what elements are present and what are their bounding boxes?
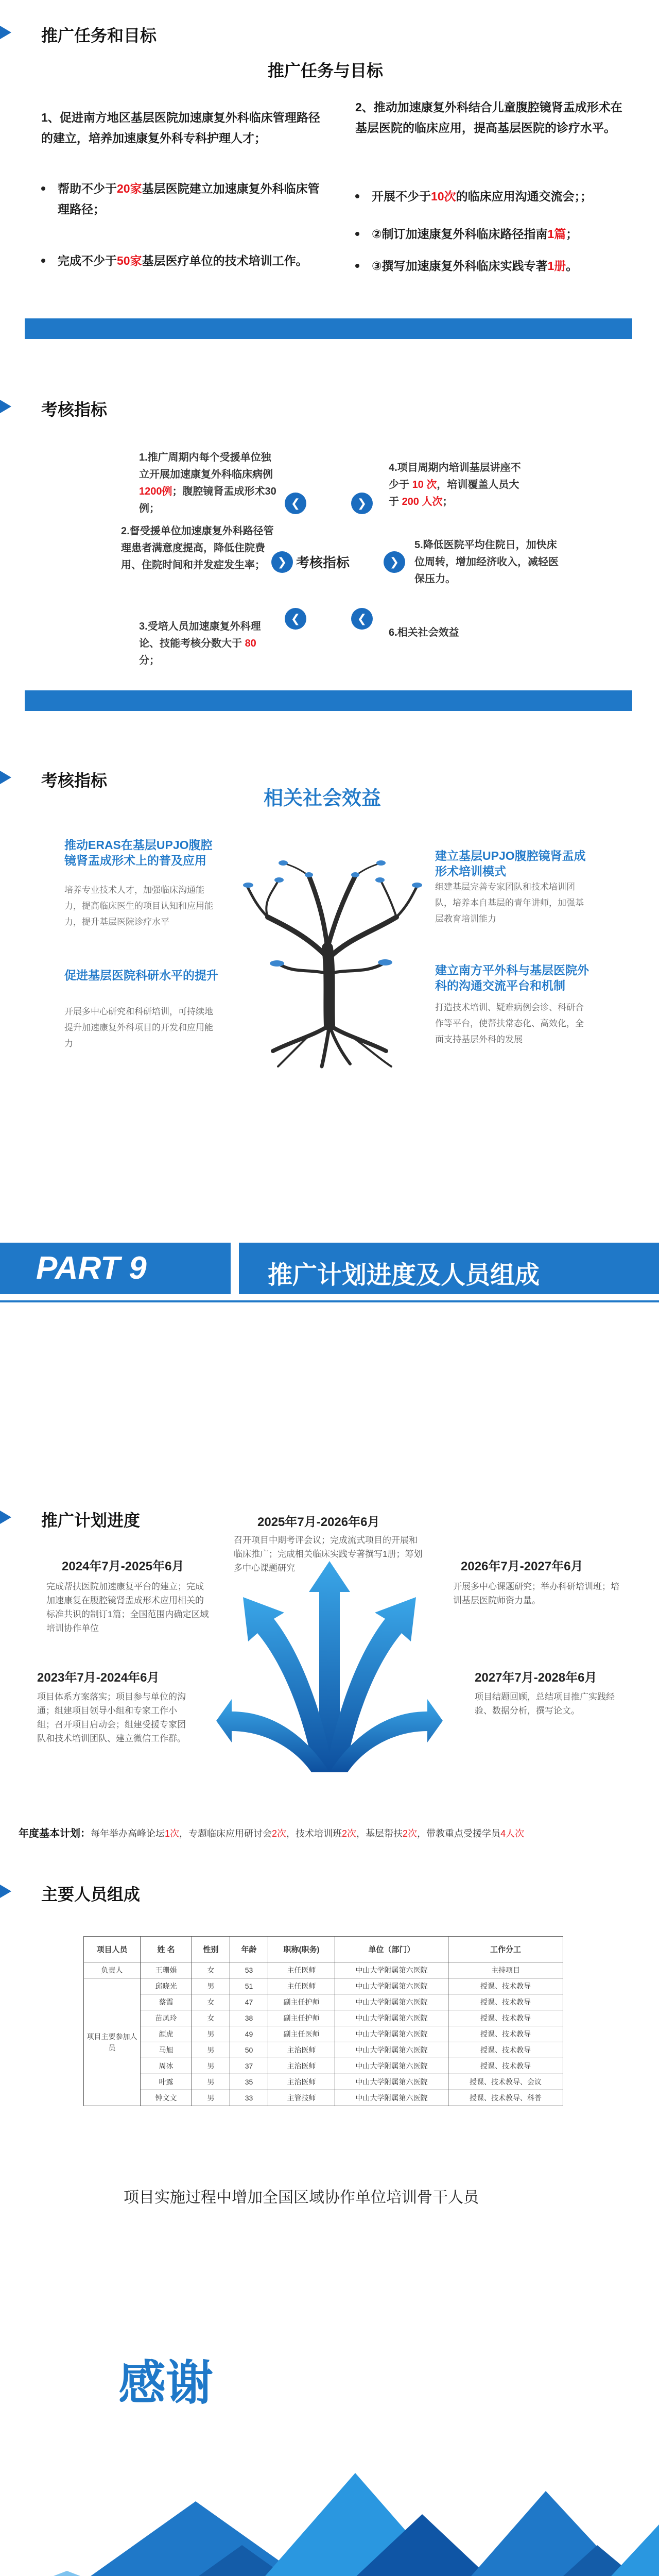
benefit-right-2-body: 打造技术培训、疑难病例会诊、科研合作等平台，使帮扶常态化、高效化，全面支持基层外科的发展 [435, 1003, 584, 1044]
section-title: 推广任务与目标 [268, 61, 384, 80]
indicator-4: 4.项目周期内培训基层讲座不少于 10 次，培训覆盖人员大于 200 人次； [389, 462, 521, 507]
goal-left-paragraph: 1、促进南方地区基层医院加速康复外科临床管理路径的建立，培养加速康复外科专科护理人才； [41, 111, 320, 145]
indicator-2: 2.督受援单位加速康复外科路径管理患者满意度提高，降低住院费用、住院时间和并发症发生率； [121, 526, 274, 571]
section-chevron-icon [0, 1885, 11, 1898]
column-header: 工作分工 [448, 1937, 563, 1962]
benefit-left-1-body: 培养专业技术人才，加强临床沟通能力，提高临床医生的项目认知和应用能力，提升基层医院诊疗水平 [64, 885, 213, 927]
section-heading: 考核指标 [41, 771, 108, 790]
goal-left-item-1: 帮助不少于20家基层医院建立加速康复外科临床管理路径； [58, 182, 320, 216]
indicator-3: 3.受培人员加速康复外科理论、技能考核分数大于 80 分； [139, 621, 261, 666]
section-heading: 考核指标 [41, 400, 108, 419]
phase-1-heading: 2023年7月-2024年6月 [37, 1671, 160, 1685]
benefit-left-2-body: 开展多中心研究和科研培训，可持续地提升加速康复外科项目的开发和应用能力 [64, 1007, 213, 1048]
goal-right-item-3: ③撰写加速康复外科临床实践专著1册。 [372, 259, 578, 273]
section-chevron-icon [0, 1511, 11, 1524]
table-row: 钟文文 男 33 主管技师 中山大学附属第六医院 授课、技术教导、科普 [84, 2090, 563, 2106]
benefit-right-1-body: 组建基层完善专家团队和技术培训团队，培养本自基层的青年讲师，加强基层教育培训能力 [435, 882, 584, 924]
staff-note: 项目实施过程中增加全国区域协作单位培训骨干人员 [124, 2189, 479, 2206]
table-row: 马旭 男 50 主治医师 中山大学附属第六医院 授课、技术教导 [84, 2042, 563, 2058]
section-heading: 推广任务和目标 [41, 26, 157, 45]
phase-3-heading: 2025年7月-2026年6月 [257, 1515, 380, 1529]
staff-table [83, 1936, 563, 2106]
growth-arrows-illustration [216, 1561, 443, 1777]
arrow-icon: ❮ [285, 608, 306, 630]
table-row: 蔡霞 女 47 副主任护师 中山大学附属第六医院 授课、技术教导 [84, 1994, 563, 2010]
table-row: 项目主要参加人员 邱晓光 男 51 主任医师 中山大学附属第六医院 授课、技术教导 [84, 1978, 563, 1994]
arrow-icon: ❮ [351, 608, 373, 630]
goal-left-item-2: 完成不少于50家基层医疗单位的技术培训工作。 [58, 254, 308, 267]
part-label: PART 9 [36, 1250, 147, 1286]
section-chevron-icon [0, 400, 11, 413]
phase-3-body: 召开项目中期考评会议；完成流式项目的开展和临床推广；完成相关临床实践专著撰写1册；筹划多中心课题研究 [234, 1535, 423, 1573]
goal-right-paragraph: 2、推动加速康复外科结合儿童腹腔镜肾盂成形术在基层医院的临床应用，提高基层医院的诊疗水平。 [355, 100, 622, 134]
bullet-dot [41, 259, 45, 263]
benefit-right-2-title: 建立南方平外科与基层医院外科的沟通交流平台和机制 [435, 963, 589, 992]
role-cell: 负责人 [84, 1962, 141, 1978]
divider-bar [25, 318, 632, 339]
phase-4-heading: 2026年7月-2027年6月 [461, 1560, 583, 1573]
arrow-icon: ❯ [384, 551, 405, 573]
bullet-dot [355, 264, 359, 268]
indicator-1: 1.推广周期内每个受援单位独立开展加速康复外科临床病例1200例；腹腔镜肾盂成形术30例； [139, 452, 276, 514]
goal-right-item-1: 开展不少于10次的临床应用沟通交流会；； [372, 190, 593, 203]
mountain-decoration [0, 2452, 659, 2576]
section-chevron-icon [0, 771, 11, 784]
section-heading: 推广计划进度 [41, 1511, 141, 1530]
thanks-heading: 感谢 [118, 2357, 214, 2410]
goal-right-item-2: ②制订加速康复外科临床路径指南1篇； [372, 227, 578, 241]
bullet-dot [41, 187, 45, 191]
role-cell: 项目主要参加人员 [84, 1978, 141, 2106]
column-header: 年龄 [230, 1937, 268, 1962]
phase-5-heading: 2027年7月-2028年6月 [475, 1671, 597, 1685]
phase-1-body: 项目体系方案落实；项目参与单位的沟通；组建项目领导小组和专家工作小组；召开项目启动会；组建受援专家团队和技术培训团队、建立微信工作群。 [37, 1692, 186, 1743]
part-title: 推广计划进度及人员组成 [268, 1262, 540, 1289]
arrow-icon: ❮ [285, 493, 306, 514]
phase-5-body: 项目结题回顾，总结项目推广实践经验、数据分析，撰写论文。 [475, 1692, 615, 1716]
column-header: 性别 [192, 1937, 230, 1962]
table-row: 叶露 男 35 主治医师 中山大学附属第六医院 授课、技术教导、会议 [84, 2074, 563, 2090]
column-header: 单位（部门） [335, 1937, 448, 1962]
benefit-right-1-title: 建立基层UPJO腹腔镜肾盂成形术培训模式 [435, 849, 586, 878]
social-benefit-title: 相关社会效益 [264, 788, 381, 809]
arrow-icon: ❯ [271, 551, 293, 573]
table-row: 周冰 男 37 主治医师 中山大学附属第六医院 授课、技术教导 [84, 2058, 563, 2074]
table-row: 负责人 王珊娟 女 53 主任医师 中山大学附属第六医院 主持项目 [84, 1962, 563, 1978]
section-heading: 主要人员组成 [41, 1885, 141, 1904]
arrow-icon: ❯ [351, 493, 373, 514]
table-row: 颜虎 男 49 副主任医师 中山大学附属第六医院 授课、技术教导 [84, 2026, 563, 2042]
annual-plan: 年度基本计划：每年举办高峰论坛1次，专题临床应用研讨会2次，技术培训班2次，基层帮扶2次，带教重点受援学员4人次 [19, 1828, 525, 1839]
bullet-dot [355, 232, 359, 236]
column-header: 职称(职务) [268, 1937, 335, 1962]
part-separator [231, 1243, 239, 1294]
indicator-5: 5.降低医院平均住院日，加快床位周转，增加经济收入，减轻医保压力。 [414, 539, 559, 585]
divider-bar [25, 690, 632, 711]
column-header: 项目人员 [84, 1937, 141, 1962]
part-underline [0, 1300, 659, 1302]
tree-illustration [232, 855, 427, 1072]
indicator-center-label: 考核指标 [296, 555, 350, 570]
table-header-row [84, 1937, 563, 1962]
indicator-6: 6.相关社会效益 [389, 627, 459, 638]
benefit-left-2-title: 促进基层医院科研水平的提升 [64, 969, 218, 982]
section-chevron-icon [0, 26, 11, 39]
bullet-dot [355, 194, 359, 198]
phase-2-body: 完成帮扶医院加速康复平台的建立；完成加速康复在腹腔镜肾盂成形术应用相关的标准共识的制订1篇；全国范围内确定区域培训协作单位 [46, 1582, 209, 1633]
table-row: 苗凤玲 女 38 副主任护师 中山大学附属第六医院 授课、技术教导 [84, 2010, 563, 2026]
benefit-left-1-title: 推动ERAS在基层UPJO腹腔镜肾盂成形术上的普及应用 [64, 838, 213, 867]
phase-2-heading: 2024年7月-2025年6月 [62, 1560, 184, 1573]
phase-4-body: 开展多中心课题研究；举办科研培训班；培训基层医院师资力量。 [453, 1582, 619, 1605]
column-header: 姓 名 [141, 1937, 192, 1962]
